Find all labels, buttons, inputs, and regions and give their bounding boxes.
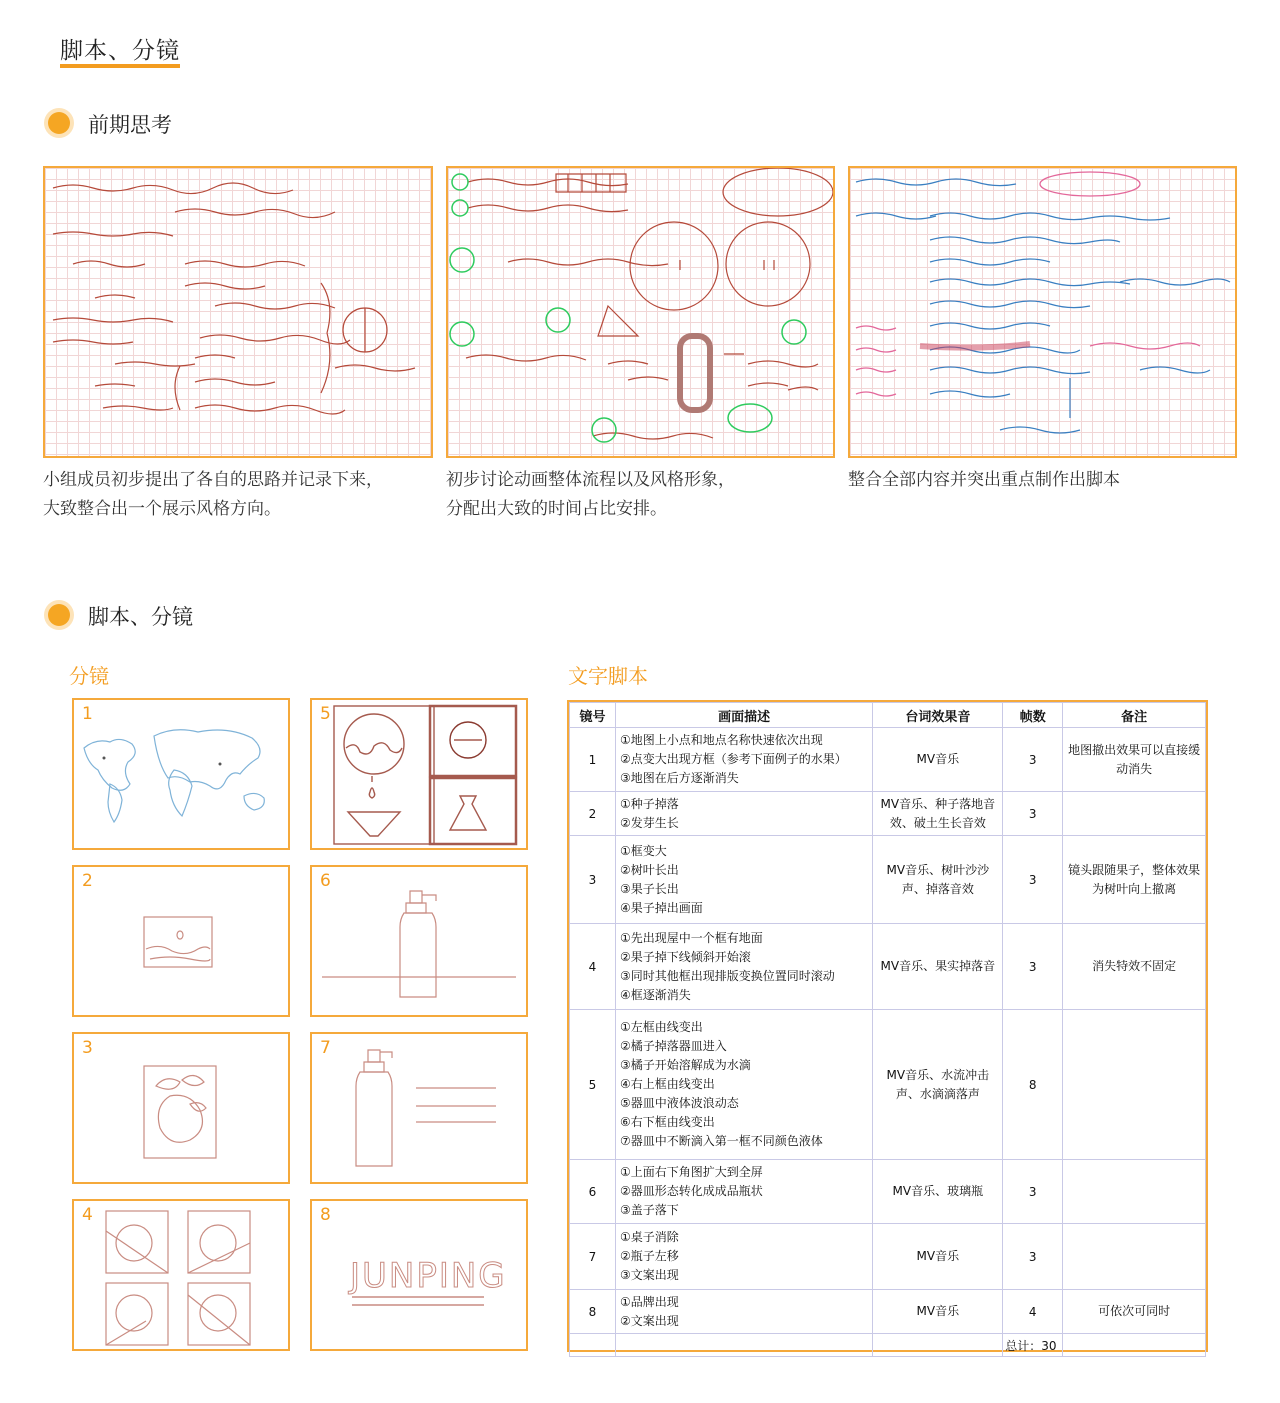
fruit-tree-sketch — [74, 1034, 288, 1182]
description-line: ①上面右下角图扩大到全屏 — [619, 1165, 763, 1179]
description-cell — [615, 728, 873, 792]
description-line: ①左框由线变出 — [619, 1020, 703, 1034]
bottle-text-sketch — [312, 1034, 526, 1182]
table-header-row — [570, 703, 1206, 728]
frame-number: 5 — [320, 704, 331, 724]
table-total-row — [570, 1334, 1206, 1357]
frame-number: 7 — [320, 1038, 331, 1058]
table-row — [570, 1224, 1206, 1290]
table-row — [570, 924, 1206, 1010]
note-cell: 镜头跟随果子，整体效果为树叶向上撤离 — [1063, 836, 1206, 924]
storyboard-frame-8 — [310, 1199, 528, 1351]
description-line: ②橘子掉落器皿进入 — [619, 1039, 727, 1053]
sound-cell: MV音乐 — [873, 1224, 1003, 1290]
sketch-photo-3 — [848, 166, 1237, 458]
world-map-sketch — [74, 700, 288, 848]
note-cell — [1063, 1010, 1206, 1160]
title-underline — [60, 64, 180, 68]
header-shot-no: 镜号 — [570, 703, 616, 728]
storyboard-frame-3 — [72, 1032, 290, 1184]
note-cell — [1063, 792, 1206, 836]
storyboard-frame-5 — [310, 698, 528, 850]
section2-title: 脚本、分镜 — [88, 605, 193, 629]
description-line: ③盖子落下 — [619, 1203, 679, 1217]
description-line: ②瓶子左移 — [619, 1249, 679, 1263]
storyboard-frame-4 — [72, 1199, 290, 1351]
header-note: 备注 — [1063, 703, 1206, 728]
storyboard-frame-1 — [72, 698, 290, 850]
storyboard-frame-7 — [310, 1032, 528, 1184]
table-row — [570, 792, 1206, 836]
bottle-sketch — [312, 867, 526, 1015]
description-cell — [615, 792, 873, 836]
photo-caption-1: 小组成员初步提出了各自的思路并记录下来，大致整合出一个展示风格方向。 — [43, 470, 383, 519]
shot-no-cell: 1 — [570, 728, 616, 792]
frame-number: 4 — [82, 1205, 93, 1225]
script-table-container — [567, 700, 1208, 1352]
description-line: ①桌子消除 — [619, 1230, 679, 1244]
description-cell — [615, 836, 873, 924]
description-line: ④框逐渐消失 — [619, 987, 691, 1002]
table-row — [570, 836, 1206, 924]
shot-no-cell: 8 — [570, 1290, 616, 1334]
photo-caption-2: 初步讨论动画整体流程以及风格形象，分配出大致的时间占比安排。 — [446, 470, 735, 519]
note-cell — [1063, 1224, 1206, 1290]
sound-cell: MV音乐、种子落地音效、破土生长音效 — [873, 792, 1003, 836]
description-line: ①地图上小点和地点名称快速依次出现 — [619, 733, 823, 747]
description-cell — [615, 1160, 873, 1224]
photo-caption-3: 整合全部内容并突出重点制作出脚本 — [848, 470, 1120, 490]
total-frames: 总计：30 — [1003, 1334, 1063, 1357]
frame-number: 2 — [82, 871, 93, 891]
description-line: ①先出现屋中一个框有地面 — [619, 930, 763, 945]
header-frames: 帧数 — [1003, 703, 1063, 728]
description-line: ②点变大出现方框（参考下面例子的水果） — [619, 752, 847, 766]
description-line: ⑤器皿中液体波浪动态 — [619, 1096, 739, 1110]
brand-sketch — [312, 1201, 526, 1349]
dissolve-sketch — [312, 700, 526, 848]
description-cell — [615, 1224, 873, 1290]
note-cell: 可依次可同时 — [1063, 1290, 1206, 1334]
description-cell — [615, 1010, 873, 1160]
description-line: ①品牌出现 — [619, 1294, 679, 1309]
frame-number: 1 — [82, 704, 93, 724]
shot-no-cell: 2 — [570, 792, 616, 836]
description-line: ②果子掉下线倾斜开始滚 — [619, 949, 751, 964]
storyboard-frame-2 — [72, 865, 290, 1017]
rolling-fruit-sketch — [74, 1201, 288, 1349]
script-title: 文字脚本 — [568, 664, 648, 688]
description-line: ③地图在后方逐渐消失 — [619, 771, 739, 785]
frames-cell: 3 — [1003, 1224, 1063, 1290]
description-line: ③文案出现 — [619, 1268, 679, 1282]
brand-logo-text: JUNPING — [350, 1256, 507, 1296]
note-cell — [1063, 1160, 1206, 1224]
frames-cell: 3 — [1003, 1160, 1063, 1224]
description-line: ③同时其他框出现排版变换位置同时滚动 — [619, 968, 835, 983]
handwritten-notes-3 — [850, 168, 1235, 456]
section1-title: 前期思考 — [88, 113, 172, 137]
seed-sketch — [74, 867, 288, 1015]
sound-cell: MV音乐、果实掉落音 — [873, 924, 1003, 1010]
frames-cell: 3 — [1003, 924, 1063, 1010]
frames-cell: 8 — [1003, 1010, 1063, 1160]
frame-number: 6 — [320, 871, 331, 891]
table-row — [570, 1290, 1206, 1334]
section-bullet-icon — [48, 604, 70, 626]
section-bullet-icon — [48, 112, 70, 134]
frame-number: 3 — [82, 1038, 93, 1058]
description-line: ③果子长出 — [619, 881, 679, 896]
description-line: ②文案出现 — [619, 1313, 679, 1328]
table-row — [570, 1160, 1206, 1224]
description-line: ⑥右下框由线变出 — [619, 1115, 715, 1129]
sound-cell: MV音乐 — [873, 1290, 1003, 1334]
description-line: ④右上框由线变出 — [619, 1077, 715, 1091]
page-title: 脚本、分镜 — [60, 38, 180, 64]
shot-no-cell: 3 — [570, 836, 616, 924]
description-line: ①框变大 — [619, 843, 667, 858]
table-row — [570, 1010, 1206, 1160]
description-cell — [615, 1290, 873, 1334]
sound-cell: MV音乐、树叶沙沙声、掉落音效 — [873, 836, 1003, 924]
storyboard-title: 分镜 — [69, 664, 109, 688]
shot-no-cell: 5 — [570, 1010, 616, 1160]
shot-no-cell: 6 — [570, 1160, 616, 1224]
frames-cell: 4 — [1003, 1290, 1063, 1334]
description-line: ②器皿形态转化成成品瓶状 — [619, 1184, 763, 1198]
sketch-photo-1 — [43, 166, 433, 458]
note-cell: 地图撤出效果可以直接缓动消失 — [1063, 728, 1206, 792]
frames-cell: 3 — [1003, 792, 1063, 836]
sound-cell: MV音乐、玻璃瓶 — [873, 1160, 1003, 1224]
handwritten-notes-1 — [45, 168, 431, 456]
note-cell: 消失特效不固定 — [1063, 924, 1206, 1010]
storyboard-frame-6 — [310, 865, 528, 1017]
handwritten-notes-2 — [448, 168, 833, 456]
frames-cell: 3 — [1003, 836, 1063, 924]
frames-cell: 3 — [1003, 728, 1063, 792]
header-sound: 台词效果音 — [873, 703, 1003, 728]
shot-no-cell: 4 — [570, 924, 616, 1010]
description-cell — [615, 924, 873, 1010]
table-row — [570, 728, 1206, 792]
description-line: ②发芽生长 — [619, 815, 679, 830]
header-description: 画面描述 — [615, 703, 873, 728]
sound-cell: MV音乐 — [873, 728, 1003, 792]
sound-cell: MV音乐、水流冲击声、水滴滴落声 — [873, 1010, 1003, 1160]
description-line: ④果子掉出画面 — [619, 900, 703, 915]
description-line: ⑦器皿中不断滴入第一框不同颜色液体 — [619, 1134, 823, 1148]
script-table — [569, 702, 1206, 1357]
shot-no-cell: 7 — [570, 1224, 616, 1290]
description-line: ②树叶长出 — [619, 862, 679, 877]
description-line: ①种子掉落 — [619, 796, 679, 811]
description-line: ③橘子开始溶解成为水滴 — [619, 1058, 751, 1072]
frame-number: 8 — [320, 1205, 331, 1225]
sketch-photo-2 — [446, 166, 835, 458]
